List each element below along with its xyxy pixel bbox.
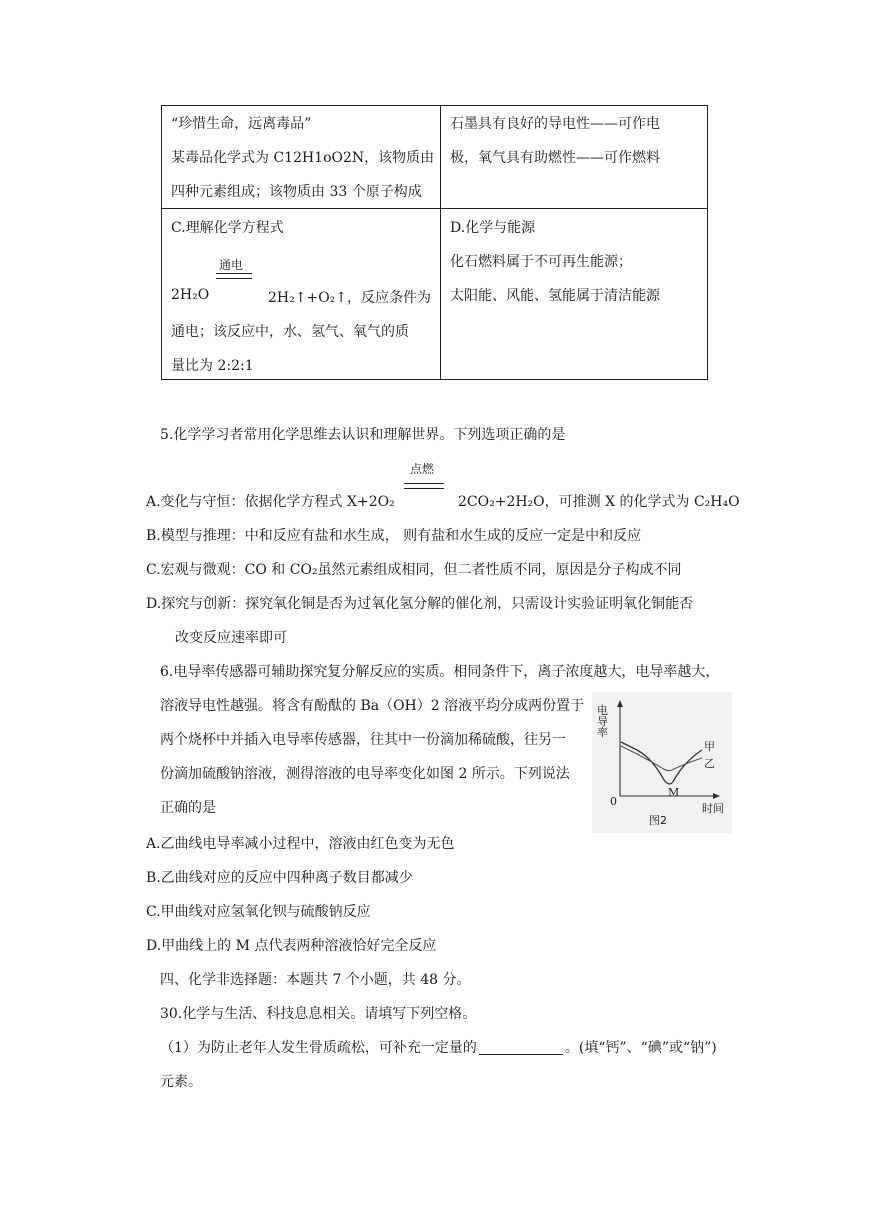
y-label-char-3: 率 — [597, 726, 608, 739]
cell-a-line1: “珍惜生命，远离毒品” — [171, 116, 312, 132]
q6-option-a: A.乙曲线电导率减小过程中，溶液由红色变为无色 — [146, 836, 455, 852]
cell-a-line2: 某毒品化学式为 C12H1oO2N，该物质由 — [171, 150, 435, 166]
point-m-label: M — [668, 786, 680, 799]
reaction-condition: 通电 — [219, 258, 244, 272]
curve-jia — [621, 742, 702, 784]
cell-d-line2: 太阳能、风能、氢能属于清洁能源 — [450, 288, 660, 304]
q5-option-d-line1: D.探究与创新：探究氧化铜是否为过氧化氢分解的催化剂，只需设计实验证明氧化铜能否 — [146, 596, 694, 612]
q6-option-d: D.甲曲线上的 M 点代表两种溶液恰好完全反应 — [146, 938, 437, 954]
q6-line1: 6.电导率传感器可辅助探究复分解反应的实质。相同条件下，离子浓度越大，电导率越大， — [160, 664, 720, 680]
options-table — [161, 105, 708, 380]
y-axis-arrow — [617, 700, 623, 707]
reaction-double-line — [216, 273, 252, 279]
q30-stem: 30.化学与生活、科技息息相关。请填写下列空格。 — [160, 1006, 477, 1022]
cell-d — [441, 209, 708, 380]
q6-line4: 份滴加硫酸钠溶液，测得溶液的电导率变化如图 2 所示。下列说法 — [160, 766, 570, 782]
cell-c-line3: 通电；该反应中，水、氢气、氧气的质 — [171, 324, 409, 340]
label-yi: 乙 — [704, 757, 715, 770]
cell-d-title: D.化学与能源 — [450, 220, 536, 236]
y-axis-label — [597, 705, 608, 738]
curve-yi — [621, 746, 702, 771]
q5-condition: 点燃 — [410, 462, 435, 476]
cell-c — [162, 209, 441, 380]
origin-label: 0 — [610, 795, 617, 808]
q5-option-b: B.模型与推理：中和反应有盐和水生成， 则有盐和水生成的反应一定是中和反应 — [146, 528, 642, 544]
section-4-heading: 四、化学非选择题：本题共 7 个小题，共 48 分。 — [160, 972, 471, 988]
q5-option-a-left: A.变化与守恒：依据化学方程式 X+2O₂ — [146, 494, 395, 510]
cell-b — [441, 106, 708, 209]
q30-part1 — [160, 1037, 717, 1057]
q6-line2: 溶液导电性越强。将含有酚酞的 Ba（OH）2 溶液平均分成两份置于 — [160, 698, 585, 714]
cell-d-line1: 化石燃料属于不可再生能源； — [450, 254, 632, 270]
q5-option-a-right: 2CO₂+2H₂O，可推测 X 的化学式为 C₂H₄O — [458, 494, 740, 510]
q6-option-c: C.甲曲线对应氢氧化钡与硫酸钠反应 — [146, 904, 371, 920]
q6-line3: 两个烧杯中并插入电导率传感器，往其中一份滴加稀硫酸，往另一 — [160, 732, 566, 748]
q6-option-b: B.乙曲线对应的反应中四种离子数目都减少 — [146, 870, 413, 886]
x-axis-arrow — [713, 793, 720, 799]
q5-option-c: C.宏观与微观：CO 和 CO₂虽然元素组成相同，但二者性质不同，原因是分子构成不同 — [146, 562, 682, 578]
q30-part1-line2: 元素。 — [160, 1074, 202, 1090]
cell-b-line2: 极，氧气具有助燃性——可作燃料 — [450, 150, 660, 166]
y-label-char-2: 导 — [597, 715, 608, 728]
q30-part1-before: （1）为防止老年人发生骨质疏松，可补充一定量的 — [160, 1040, 477, 1056]
equation-right: 2H₂↑+O₂↑，反应条件为 — [268, 290, 432, 306]
x-axis-label: 时间 — [702, 802, 724, 815]
y-label-char-1: 电 — [597, 704, 608, 717]
q30-part1-after: 。(填“钙”、“碘”或“钠”) — [564, 1040, 717, 1056]
cell-b-line1: 石墨具有良好的导电性——可作电 — [450, 116, 660, 132]
figure-caption: 图2 — [649, 814, 667, 827]
cell-a — [162, 106, 441, 209]
q5-stem: 5.化学学习者常用化学思维去认识和理解世界。下列选项正确的是 — [160, 427, 566, 443]
q6-line5: 正确的是 — [160, 800, 216, 816]
q5-option-d-line2: 改变反应速率即可 — [175, 630, 287, 646]
answer-blank[interactable] — [479, 1040, 563, 1055]
figure-2 — [592, 692, 732, 833]
label-jia: 甲 — [704, 740, 715, 753]
equation-left: 2H₂O — [171, 287, 210, 303]
cell-c-title: C.理解化学方程式 — [171, 220, 284, 236]
cell-c-line4: 量比为 2:2:1 — [171, 358, 254, 374]
cell-a-line3: 四种元素组成；该物质由 33 个原子构成 — [171, 184, 422, 200]
q5-double-line — [404, 483, 444, 489]
